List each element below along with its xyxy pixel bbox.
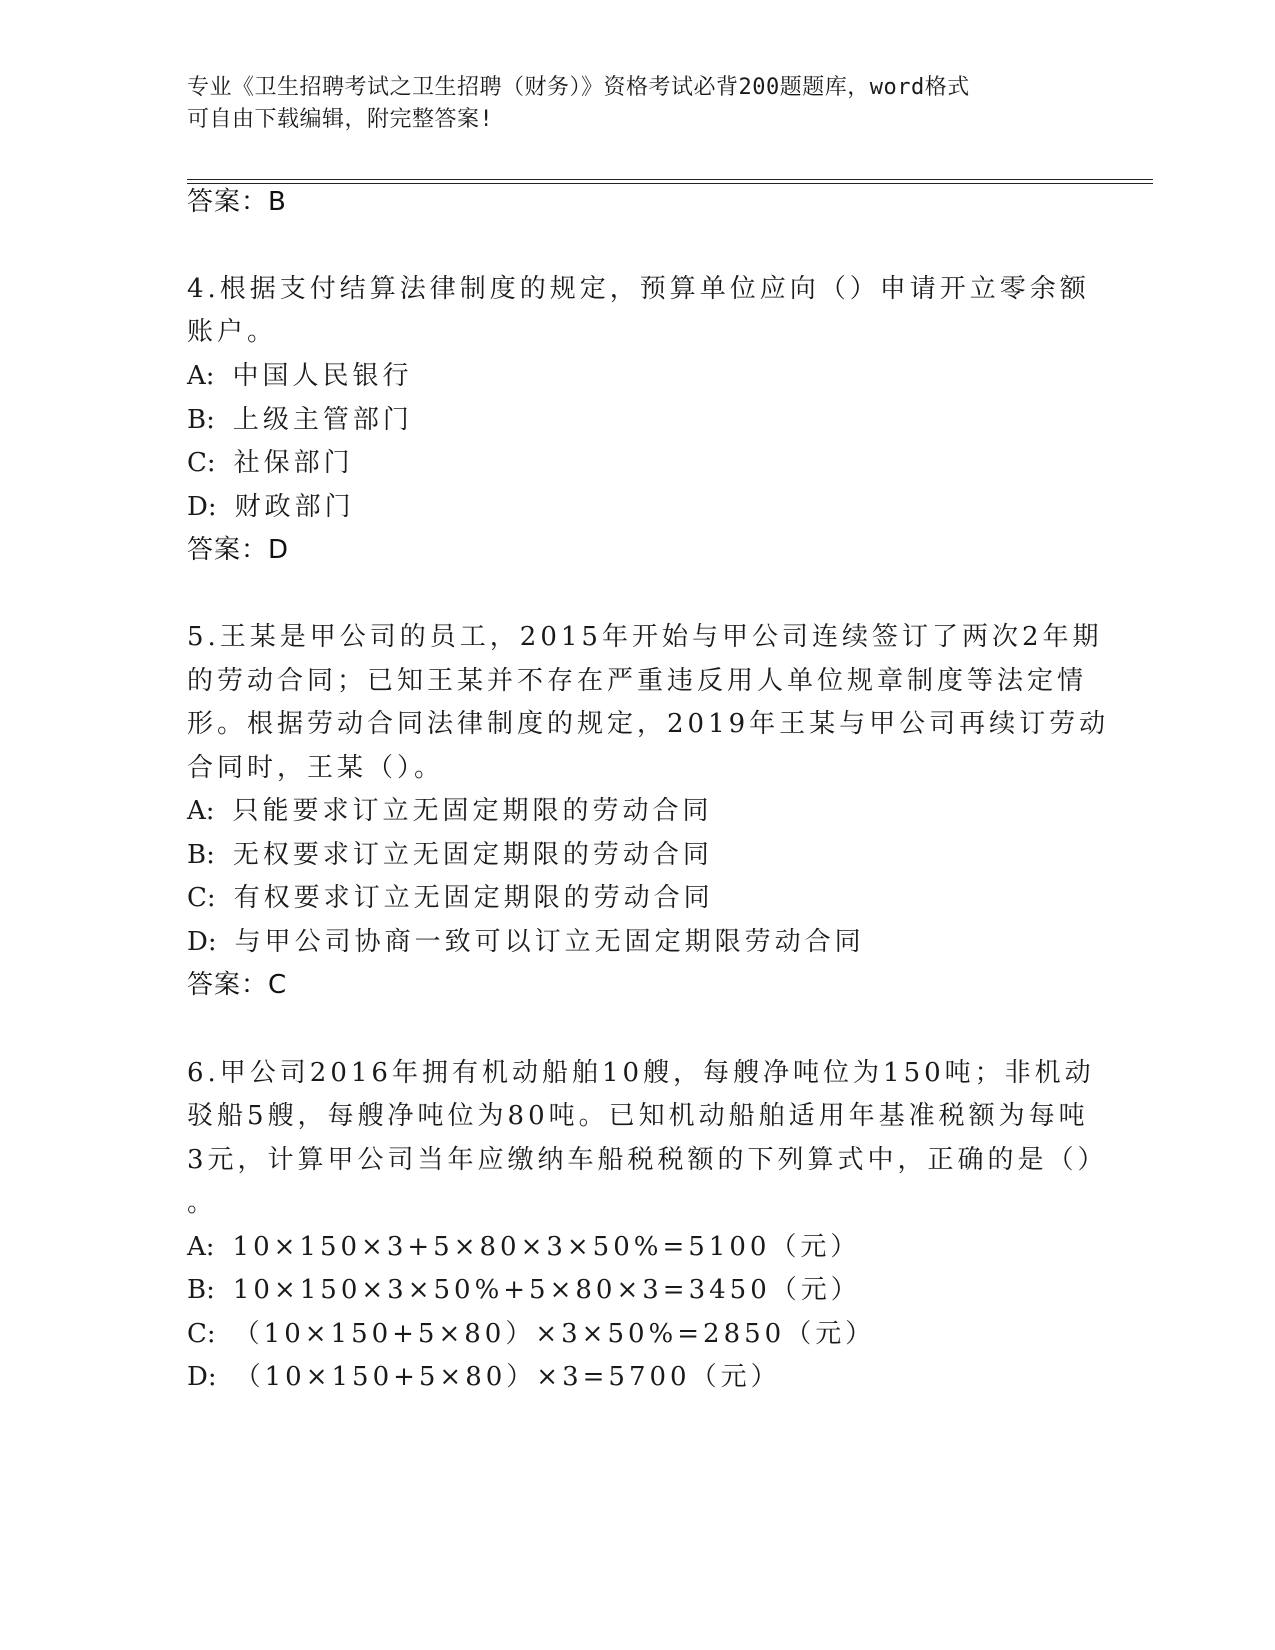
option-text: 10×150×3×50%+5×80×3=3450（元） bbox=[232, 1275, 861, 1305]
option-label: B: bbox=[187, 1275, 215, 1305]
question-6-option-a bbox=[187, 1230, 860, 1264]
option-text: 无权要求订立无固定期限的劳动合同 bbox=[232, 840, 713, 870]
question-6-option-b bbox=[187, 1273, 861, 1307]
option-text: （10×150+5×80）×3=5700（元） bbox=[234, 1362, 781, 1392]
answer-q3: 答案：B bbox=[187, 187, 287, 217]
question-6-line-3: 3元，计算甲公司当年应缴纳车船税税额的下列算式中，正确的是（） bbox=[187, 1145, 1108, 1175]
option-label: D: bbox=[187, 927, 217, 957]
option-label: A: bbox=[187, 796, 215, 826]
option-label: C: bbox=[187, 1319, 216, 1349]
option-text: （10×150+5×80）×3×50%=2850（元） bbox=[233, 1319, 876, 1349]
question-5-line-3: 形。根据劳动合同法律制度的规定，2019年王某与甲公司再续订劳动 bbox=[187, 709, 1110, 739]
question-5-line-2: 的劳动合同；已知王某并不存在严重违反用人单位规章制度等法定情 bbox=[187, 666, 1088, 696]
question-4-option-a bbox=[187, 359, 413, 393]
option-label: C: bbox=[187, 883, 216, 913]
option-text: 10×150×3+5×80×3×50%=5100（元） bbox=[232, 1232, 861, 1262]
header-divider-thick bbox=[187, 179, 1153, 180]
option-label: C: bbox=[187, 448, 216, 478]
option-label: B: bbox=[187, 840, 215, 870]
option-label: A: bbox=[187, 361, 215, 391]
option-label: B: bbox=[187, 405, 215, 435]
question-6-option-d bbox=[187, 1360, 781, 1394]
question-5-line-1: 5.王某是甲公司的员工，2015年开始与甲公司连续签订了两次2年期 bbox=[187, 622, 1103, 652]
option-text: 财政部门 bbox=[234, 492, 355, 522]
question-6-line-1: 6.甲公司2016年拥有机动船舶10艘，每艘净吨位为150吨；非机动 bbox=[187, 1058, 1095, 1088]
question-6-option-c bbox=[187, 1317, 875, 1351]
question-4-line-1: 4.根据支付结算法律制度的规定，预算单位应向（）申请开立零余额 bbox=[187, 274, 1090, 304]
option-text: 中国人民银行 bbox=[232, 361, 413, 391]
document-header bbox=[187, 72, 1067, 136]
answer-q5: 答案：C bbox=[187, 970, 288, 1000]
question-4-option-b bbox=[187, 403, 413, 437]
question-6-line-2: 驳船5艘，每艘净吨位为80吨。已知机动船舶适用年基准税额为每吨 bbox=[187, 1101, 1089, 1131]
question-4-option-c bbox=[187, 446, 354, 480]
option-text: 上级主管部门 bbox=[232, 405, 413, 435]
question-5-line-4: 合同时，王某（）。 bbox=[187, 753, 445, 783]
header-line-1: 专业《卫生招聘考试之卫生招聘（财务）》资格考试必背200题题库，word格式 bbox=[187, 75, 970, 100]
option-label: A: bbox=[187, 1232, 215, 1262]
option-label: D: bbox=[187, 492, 217, 522]
option-label: D: bbox=[187, 1362, 217, 1392]
question-6-line-4: 。 bbox=[187, 1188, 218, 1218]
question-5-option-a bbox=[187, 794, 713, 828]
question-4-line-2: 账户。 bbox=[187, 317, 278, 347]
question-5-option-b bbox=[187, 838, 713, 872]
header-divider-thin bbox=[187, 183, 1153, 184]
answer-q4: 答案：D bbox=[187, 535, 290, 565]
option-text: 只能要求订立无固定期限的劳动合同 bbox=[232, 796, 713, 826]
header-line-2: 可自由下载编辑，附完整答案! bbox=[187, 107, 494, 132]
option-text: 社保部门 bbox=[233, 448, 354, 478]
option-text: 有权要求订立无固定期限的劳动合同 bbox=[233, 883, 714, 913]
option-text: 与甲公司协商一致可以订立无固定期限劳动合同 bbox=[234, 927, 865, 957]
question-5-option-c bbox=[187, 881, 714, 915]
question-4-option-d bbox=[187, 490, 355, 524]
question-5-option-d bbox=[187, 925, 865, 959]
